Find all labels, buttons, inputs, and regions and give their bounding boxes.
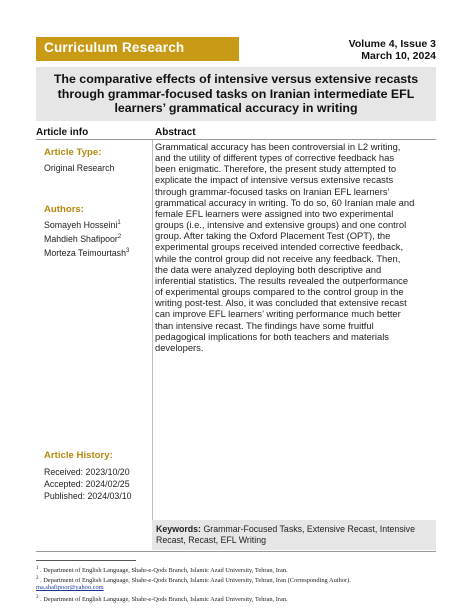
article-type-label: Article Type: [44, 147, 102, 158]
article-info-heading: Article info [36, 127, 89, 138]
article-history [44, 466, 132, 502]
volume-issue: Volume 4, Issue 3 [348, 38, 436, 50]
keywords [156, 524, 432, 546]
article-title [44, 72, 428, 116]
author-name: Morteza Teimourtash$^3$ [44, 247, 130, 258]
footnote: $^1$ . Department of English Language, Shahr-e-Qods Branch, Islamic Azad University, Tehran, Iran. [36, 566, 288, 575]
journal-name: Curriculum Research [44, 40, 185, 55]
header-divider [36, 139, 436, 140]
received-date: Received: 2023/10/20 [44, 467, 130, 477]
abstract-line: through grammar-focused tasks on Iranian EFL learners’ [155, 185, 390, 197]
issue-info [349, 38, 436, 62]
keywords-box [152, 520, 436, 550]
keywords-divider [36, 551, 436, 552]
keywords-label: Keywords: [156, 524, 201, 534]
abstract-line: been enigmatic. Therefore, the present study attempted to [155, 163, 397, 175]
footnote-email [36, 584, 104, 592]
article-history-label: Article History: [44, 450, 113, 461]
abstract-line: explicate the impact of intensive versus extensive recasts [155, 174, 394, 186]
footnote: $^2$ . Department of English Language, Shahr-e-Qods Branch, Islamic Azad University, Tehran, Iran (Corresponding Author). [36, 576, 351, 585]
abstract-line: inferential statistics. The results revealed the outperformance [155, 274, 409, 286]
keywords-line: Recast, Recast, EFL Writing [156, 535, 266, 545]
abstract-line: developers. [155, 341, 204, 353]
footnote: $^3$ . Department of English Language, Shahr-e-Qods Branch, Islamic Azad University, Tehran, Iran. [36, 595, 288, 604]
abstract-line: grammatical accuracy in writing. To do so, 60 Iranian male and [155, 196, 415, 208]
abstract-line: than intensive recast. The findings have some fruitful [155, 319, 374, 331]
author-name: Mahdieh Shafipoor$^2$ [44, 233, 122, 244]
title-box [36, 67, 436, 121]
abstract-line: pedagogical implications for both teachers and materials [155, 330, 389, 342]
abstract-line: can improve EFL learners’ writing performance much better [155, 308, 401, 320]
author-name: Somayeh Hosseini$^1$ [44, 219, 121, 230]
abstract-line: of experimental groups compared to the control group in the [155, 286, 404, 298]
article-type-value: Original Research [44, 163, 115, 173]
footnote-rule [36, 560, 136, 561]
publication-date: March 10, 2024 [361, 50, 436, 62]
published-date: Published: 2024/03/10 [44, 491, 132, 501]
title-line: through grammar-focused tasks on Iranian intermediate EFL [57, 86, 415, 101]
keywords-line: Keywords: Grammar-Focused Tasks, Extensive Recast, Intensive [156, 524, 415, 534]
abstract-line: Grammatical accuracy has been controversial in L2 writing, [155, 141, 401, 152]
abstract-line: female EFL learners were assigned into two experimental [155, 207, 394, 219]
abstract-line: experimental groups received intended corrective feedback, [155, 241, 404, 253]
title-line: learners’ grammatical accuracy in writing [114, 101, 358, 115]
title-line: The comparative effects of intensive versus extensive recasts [53, 72, 419, 86]
abstract-line: and the utility of different types of corrective feedback has [155, 152, 395, 164]
abstract-line: writing post-test. Also, it was concluded that extensive recast [155, 297, 407, 309]
journal-name-banner [36, 37, 239, 61]
column-divider [152, 140, 153, 535]
abstract-line: while the control group did not receive any feedback. Then, [155, 252, 401, 264]
abstract-line: group. After taking the Oxford Placement Test (OPT), the [155, 230, 391, 242]
abstract-line: groups (i.e., intensive and extensive groups) and one control [155, 219, 407, 231]
accepted-date: Accepted: 2024/02/25 [44, 479, 130, 489]
authors-label: Authors: [44, 204, 84, 215]
abstract-heading: Abstract [155, 127, 196, 138]
email-link[interactable]: ma.shafipoor@yahoo.com [36, 584, 104, 591]
abstract-text [155, 141, 432, 353]
abstract-line: the data were analyzed deploying both descriptive and [155, 263, 382, 275]
author-list [44, 217, 129, 259]
